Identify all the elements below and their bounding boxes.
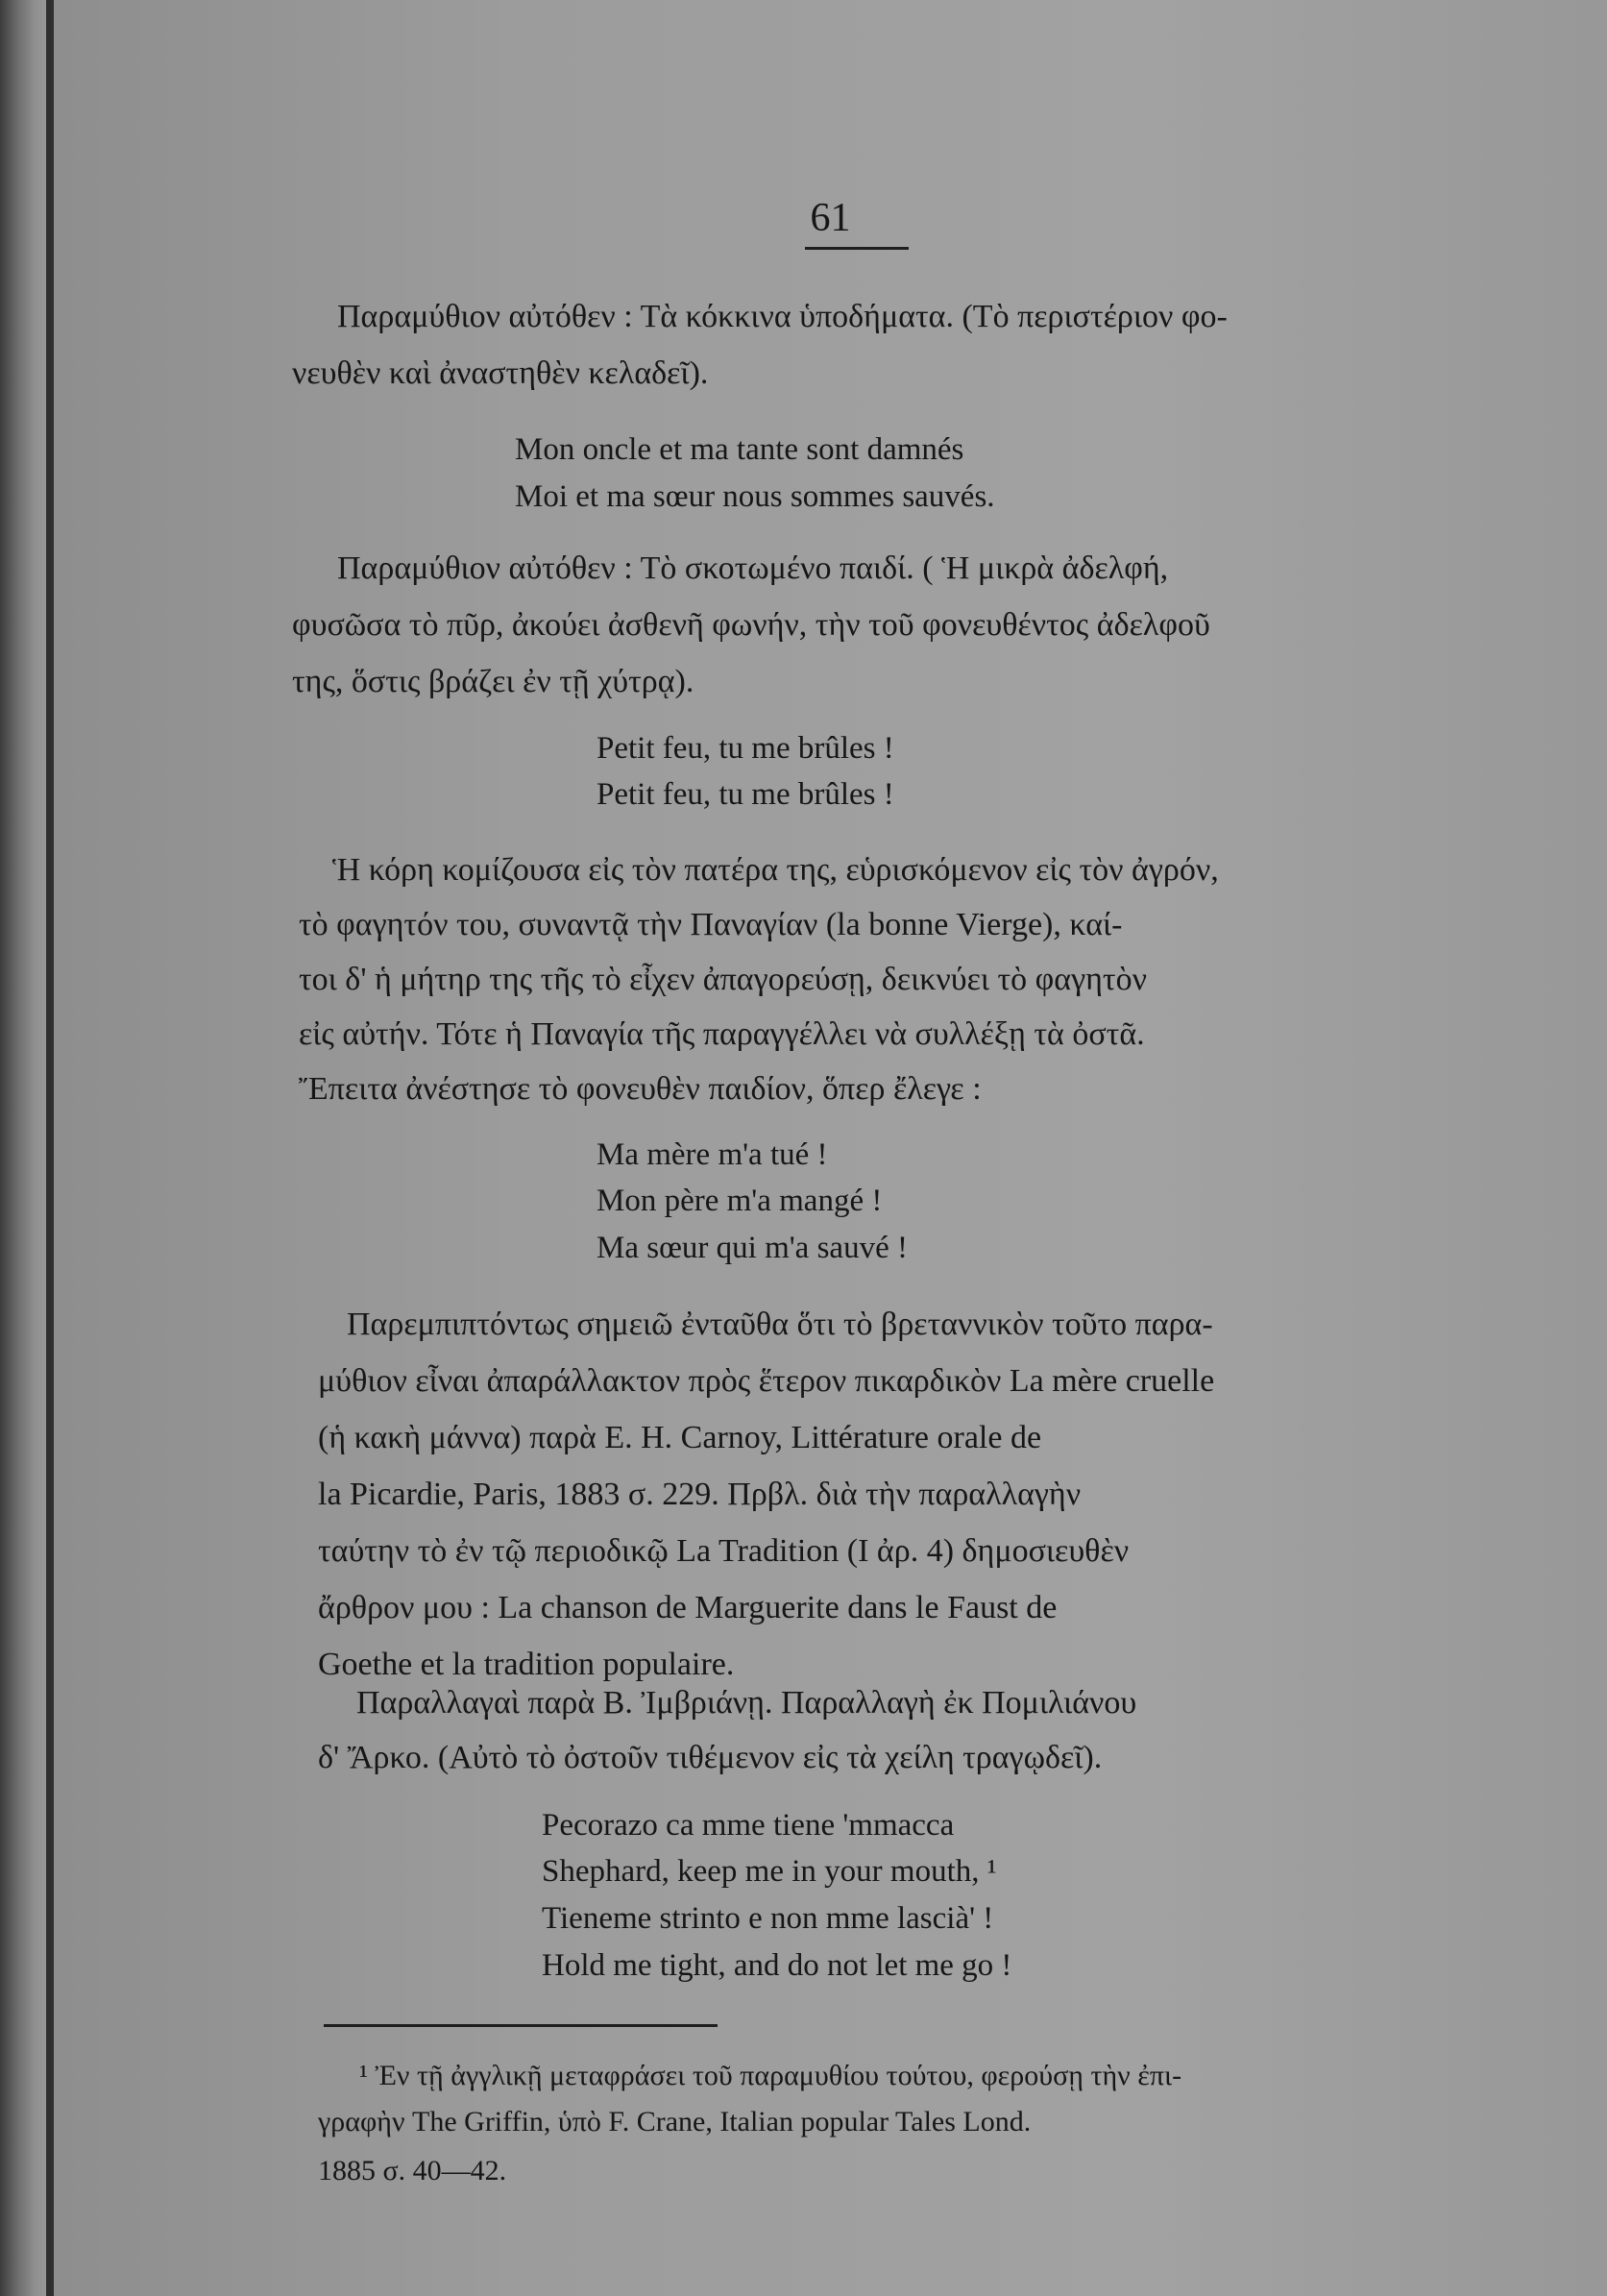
verse-line: Shephard, keep me in your mouth, ¹	[542, 1854, 997, 1889]
paragraph-line: φυσῶσα τὸ πῦρ, ἀκούει ἀσθενῆ φωνήν, τὴν τοῦ φονευθέντος ἀδελφοῦ	[292, 607, 1210, 643]
verse-line: Hold me tight, and do not let me go !	[542, 1948, 1012, 1983]
footnote-line: ¹ Ἐν τῇ ἀγγλικῇ μεταφράσει τοῦ παραμυθίου τούτου, φερούσῃ τὴν ἐπι-	[359, 2060, 1182, 2091]
paragraph-line: μύθιον εἶναι ἀπαράλλακτον πρὸς ἕτερον πικαρδικὸν La mère cruelle	[318, 1363, 1215, 1399]
paragraph-line: Παραλλαγαὶ παρὰ Β. Ἰμβριάνῃ. Παραλλαγὴ ἐκ Πομιλιάνου	[356, 1685, 1137, 1721]
verse-line: Pecorazo ca mme tiene 'mmacca	[542, 1808, 955, 1843]
verse-line: Moi et ma sœur nous sommes sauvés.	[515, 479, 995, 514]
paragraph-line: Παραμύθιον αὐτόθεν : Τὰ κόκκινα ὑποδήματα. (Τὸ περιστέριον φο-	[337, 299, 1228, 334]
footnote-line: 1885 σ. 40—42.	[318, 2155, 507, 2186]
paragraph-line: Παραμύθιον αὐτόθεν : Τὸ σκοτωμένο παιδί. ( Ἡ μικρὰ ἀδελφή,	[337, 550, 1169, 586]
paragraph-line: τοι δ' ἡ μήτηρ της τῆς τὸ εἶχεν ἀπαγορεύσῃ, δεικνύει τὸ φαγητὸν	[299, 962, 1147, 997]
paragraph-line: δ' Ἄρκο. (Αὐτὸ τὸ ὀστοῦν τιθέμενον εἰς τὰ χείλη τραγῳδεῖ).	[318, 1740, 1103, 1775]
verse-line: Tieneme strinto e non mme lascià' !	[542, 1901, 994, 1936]
page-number: 61	[810, 196, 851, 240]
verse-line: Ma mère m'a tué !	[597, 1137, 828, 1172]
verse-line: Petit feu, tu me brûles !	[597, 731, 894, 766]
paragraph-line: εἰς αὐτήν. Τότε ἡ Παναγία τῆς παραγγέλλει νὰ συλλέξῃ τὰ ὀστᾶ.	[299, 1016, 1145, 1052]
verse-line: Ma sœur qui m'a sauvé !	[597, 1231, 908, 1265]
verse-line: Mon oncle et ma tante sont damnés	[515, 432, 964, 467]
verse-line: Mon père m'a mangé !	[597, 1184, 883, 1218]
book-page	[54, 0, 1607, 2296]
paragraph-line: Goethe et la tradition populaire.	[318, 1647, 735, 1682]
page-edge	[46, 0, 54, 2296]
paragraph-line: Ἔπειτα ἀνέστησε τὸ φονευθὲν παιδίον, ὅπερ ἔλεγε :	[299, 1071, 982, 1107]
paragraph-line: νευθὲν καὶ ἀναστηθὲν κελαδεῖ).	[292, 355, 709, 391]
book-binding-shadow	[0, 0, 46, 2296]
paragraph-line: ταύτην τὸ ἐν τῷ περιοδικῷ La Tradition (I ἀρ. 4) δημοσιευθὲν	[318, 1533, 1130, 1569]
page-number-rule	[805, 247, 909, 250]
footnote-rule	[324, 2024, 718, 2027]
verse-line: Petit feu, tu me brûles !	[597, 777, 894, 812]
paragraph-line: la Picardie, Paris, 1883 σ. 229. Πρβλ. διὰ τὴν παραλλαγὴν	[318, 1477, 1082, 1512]
paragraph-line: Ἡ κόρη κομίζουσα εἰς τὸν πατέρα της, εὑρισκόμενον εἰς τὸν ἀγρόν,	[332, 852, 1219, 888]
paragraph-line: Παρεμπιπτόντως σημειῶ ἐνταῦθα ὅτι τὸ βρεταννικὸν τοῦτο παρα-	[347, 1307, 1213, 1342]
paragraph-line: τὸ φαγητόν του, συναντᾷ τὴν Παναγίαν (la bonne Vierge), καί-	[299, 907, 1123, 942]
paragraph-line: (ἡ κακὴ μάννα) παρὰ E. H. Carnoy, Littérature orale de	[318, 1420, 1042, 1455]
paragraph-line: της, ὅστις βράζει ἐν τῇ χύτρᾳ).	[292, 664, 694, 699]
footnote-line: γραφὴν The Griffin, ὑπὸ F. Crane, Italian popular Tales Lond.	[318, 2106, 1032, 2137]
paragraph-line: ἄρθρον μου : La chanson de Marguerite dans le Faust de	[318, 1590, 1058, 1625]
